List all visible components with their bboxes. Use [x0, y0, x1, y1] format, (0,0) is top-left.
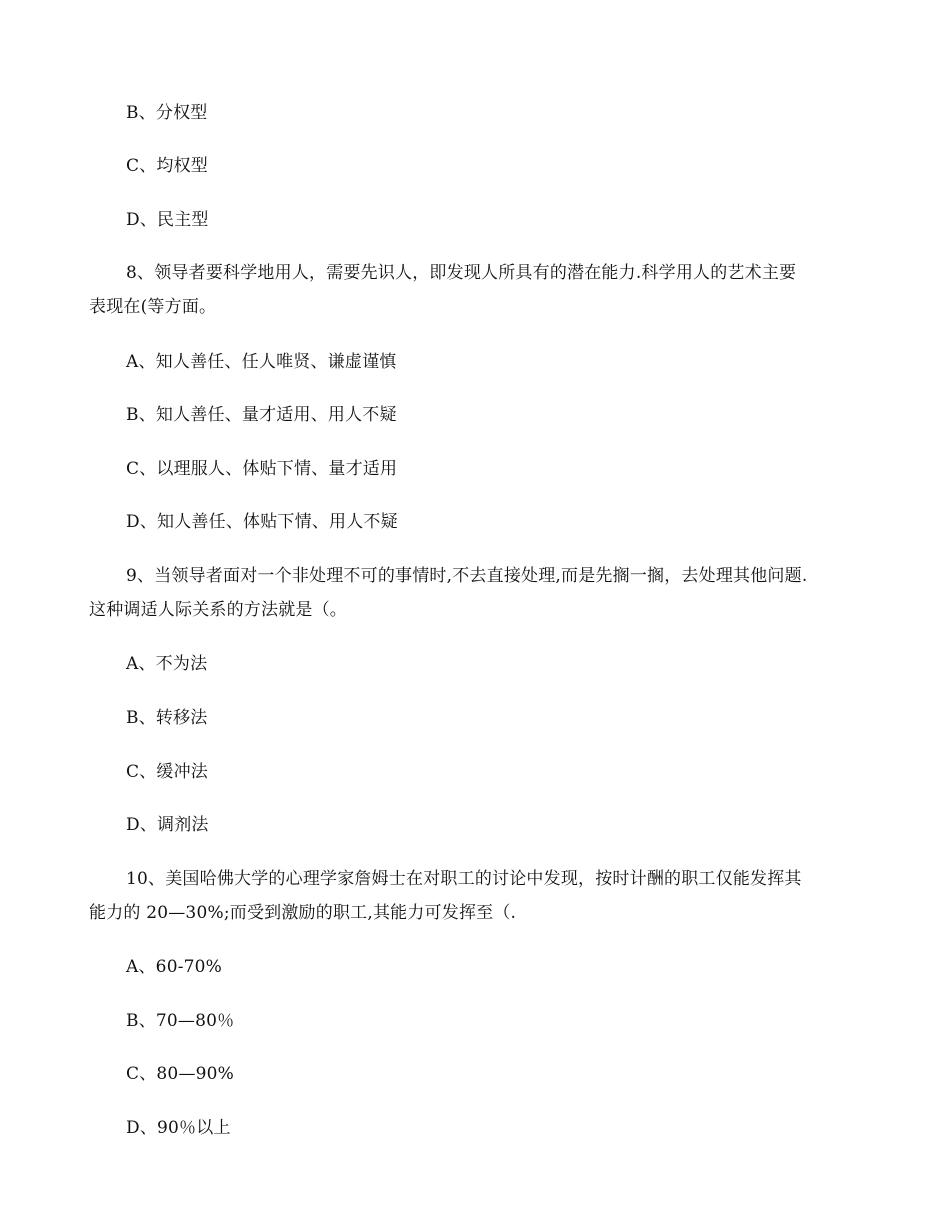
q8-option-c: C、以理服人、体贴下情、量才适用 [126, 459, 398, 479]
q8-stem-line2: 表现在(等方面。 [89, 297, 217, 317]
q10-stem-line2: 能力的 20—30%;而受到激励的职工,其能力可发挥至（. [89, 903, 517, 923]
q10-option-b: B、70—80％ [126, 1011, 235, 1031]
q8-option-d: D、知人善任、体贴下情、用人不疑 [126, 512, 398, 532]
q10-option-c: C、80—90% [126, 1064, 235, 1084]
q9-option-d: D、调剂法 [126, 815, 209, 835]
q9-option-c: C、缓冲法 [126, 762, 209, 782]
q9-option-b: B、转移法 [126, 708, 208, 728]
q10-option-a: A、60-70% [126, 957, 223, 977]
q7-option-d: D、民主型 [126, 210, 209, 230]
q9-stem-line1: 9、当领导者面对一个非处理不可的事情时,不去直接处理,而是先搁一搁，去处理其他问题. [126, 566, 808, 586]
q10-stem-line1: 10、美国哈佛大学的心理学家詹姆士在对职工的讨论中发现，按时计酬的职工仅能发挥其 [126, 869, 802, 889]
q8-option-b: B、知人善任、量才适用、用人不疑 [126, 405, 397, 425]
q10-option-d: D、90％以上 [126, 1118, 231, 1138]
q8-stem-line1: 8、领导者要科学地用人，需要先识人，即发现人所具有的潜在能力.科学用人的艺术主要 [126, 263, 797, 283]
q7-option-b: B、分权型 [126, 103, 208, 123]
q8-option-a: A、知人善任、任人唯贤、谦虚谨慎 [126, 352, 397, 372]
q9-option-a: A、不为法 [126, 654, 208, 674]
q7-option-c: C、均权型 [126, 156, 209, 176]
q9-stem-line2: 这种调适人际关系的方法就是（。 [89, 600, 347, 620]
